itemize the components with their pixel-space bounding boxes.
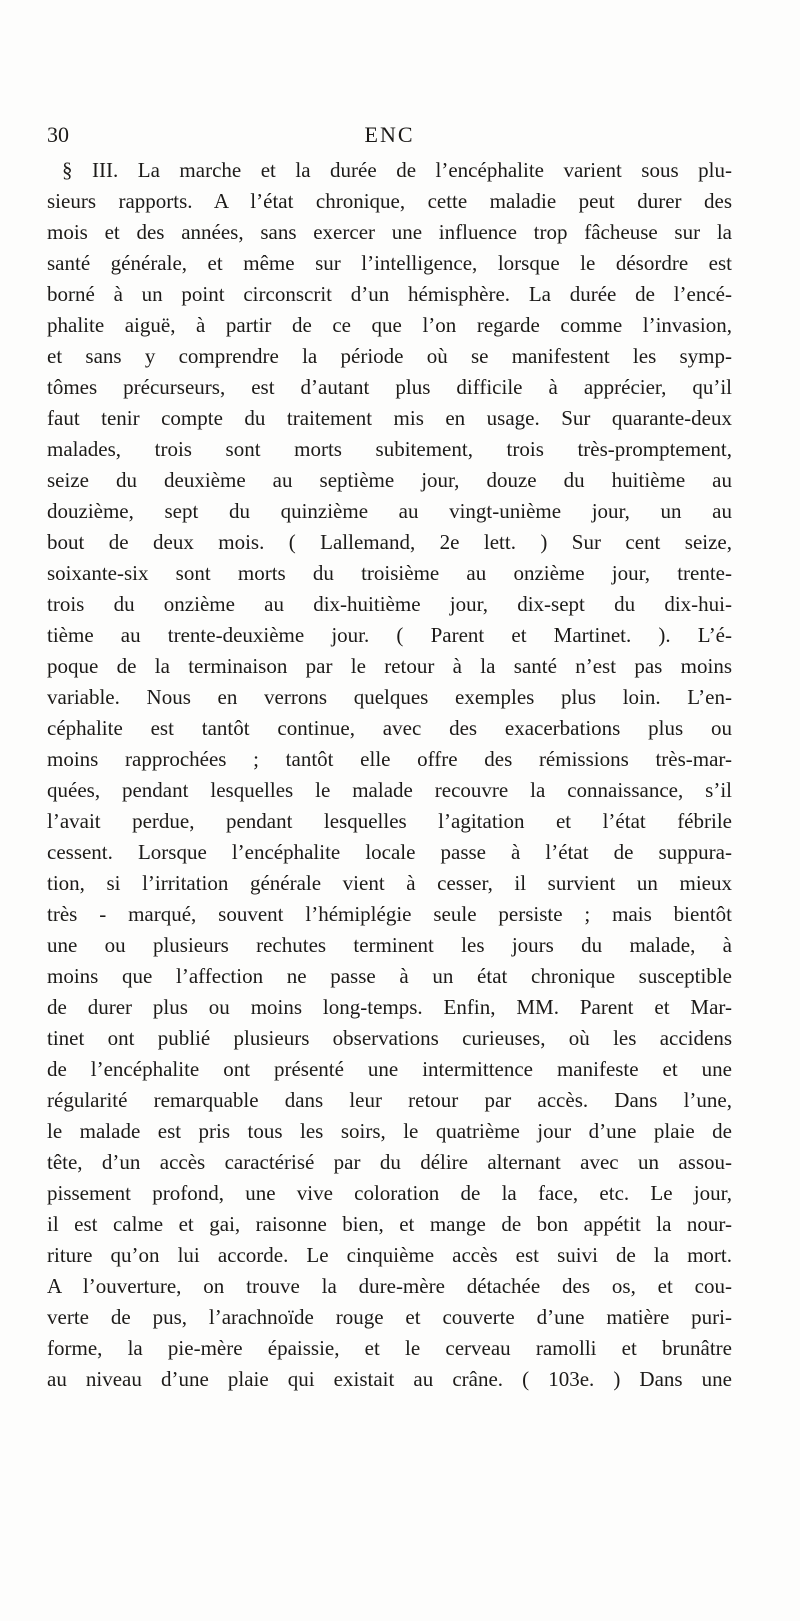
text-line: forme, la pie-mère épaissie, et le cerveau ramolli et brunâtre [47, 1336, 732, 1360]
text-line: malades, trois sont morts subitement, trois très-promptement, [47, 437, 732, 461]
text-line: au niveau d’une plaie qui existait au crâne. ( 103e. ) Dans une [47, 1367, 732, 1391]
text-line: § III. La marche et la durée de l’encéphalite varient sous plu- [62, 158, 732, 182]
text-line: sieurs rapports. A l’état chronique, cette maladie peut durer des [47, 189, 732, 213]
text-line: tième au trente-deuxième jour. ( Parent et Martinet. ). L’é- [47, 623, 732, 647]
text-line: pissement profond, une vive coloration de la face, etc. Le jour, [47, 1181, 732, 1205]
text-line: verte de pus, l’arachnoïde rouge et couverte d’une matière puri- [47, 1305, 732, 1329]
text-line: tête, d’un accès caractérisé par du délire alternant avec un assou- [47, 1150, 732, 1174]
text-line: quées, pendant lesquelles le malade recouvre la connaissance, s’il [47, 778, 732, 802]
text-line: régularité remarquable dans leur retour par accès. Dans l’une, [47, 1088, 732, 1112]
running-head: ENC [364, 122, 415, 147]
text-line: douzième, sept du quinzième au vingt-unième jour, un au [47, 499, 732, 523]
text-line: moins rapprochées ; tantôt elle offre des rémissions très-mar- [47, 747, 732, 771]
text-line: de durer plus ou moins long-temps. Enfin, MM. Parent et Mar- [47, 995, 732, 1019]
text-line: variable. Nous en verrons quelques exemples plus loin. L’en- [47, 685, 732, 709]
text-line: l’avait perdue, pendant lesquelles l’agitation et l’état fébrile [47, 809, 732, 833]
page-header [47, 122, 732, 152]
text-line: trois du onzième au dix-huitième jour, dix-sept du dix-hui- [47, 592, 732, 616]
page-number: 30 [47, 122, 69, 147]
text-line: il est calme et gai, raisonne bien, et mange de bon appétit la nour- [47, 1212, 732, 1236]
text-line: tômes précurseurs, est d’autant plus difficile à apprécier, qu’il [47, 375, 732, 399]
text-line: céphalite est tantôt continue, avec des exacerbations plus ou [47, 716, 732, 740]
text-line: A l’ouverture, on trouve la dure-mère détachée des os, et cou- [47, 1274, 732, 1298]
text-line: tion, si l’irritation générale vient à cesser, il survient un mieux [47, 871, 732, 895]
text-line: le malade est pris tous les soirs, le quatrième jour d’une plaie de [47, 1119, 732, 1143]
text-line: poque de la terminaison par le retour à la santé n’est pas moins [47, 654, 732, 678]
text-line: borné à un point circonscrit d’un hémisphère. La durée de l’encé- [47, 282, 732, 306]
text-line: mois et des années, sans exercer une influence trop fâcheuse sur la [47, 220, 732, 244]
text-line: faut tenir compte du traitement mis en usage. Sur quarante-deux [47, 406, 732, 430]
text-line: moins que l’affection ne passe à un état chronique susceptible [47, 964, 732, 988]
text-line: une ou plusieurs rechutes terminent les jours du malade, à [47, 933, 732, 957]
text-line: santé générale, et même sur l’intelligence, lorsque le désordre est [47, 251, 732, 275]
text-line: phalite aiguë, à partir de ce que l’on regarde comme l’invasion, [47, 313, 732, 337]
text-line: de l’encéphalite ont présenté une intermittence manifeste et une [47, 1057, 732, 1081]
text-line: bout de deux mois. ( Lallemand, 2e lett. ) Sur cent seize, [47, 530, 732, 554]
body-text [47, 155, 732, 1395]
text-line: très - marqué, souvent l’hémiplégie seule persiste ; mais bientôt [47, 902, 732, 926]
text-line: cessent. Lorsque l’encéphalite locale passe à l’état de suppura- [47, 840, 732, 864]
text-line: soixante-six sont morts du troisième au onzième jour, trente- [47, 561, 732, 585]
text-line: et sans y comprendre la période où se manifestent les symp- [47, 344, 732, 368]
text-line: tinet ont publié plusieurs observations curieuses, où les accidens [47, 1026, 732, 1050]
text-line: seize du deuxième au septième jour, douze du huitième au [47, 468, 732, 492]
text-line: riture qu’on lui accorde. Le cinquième accès est suivi de la mort. [47, 1243, 732, 1267]
